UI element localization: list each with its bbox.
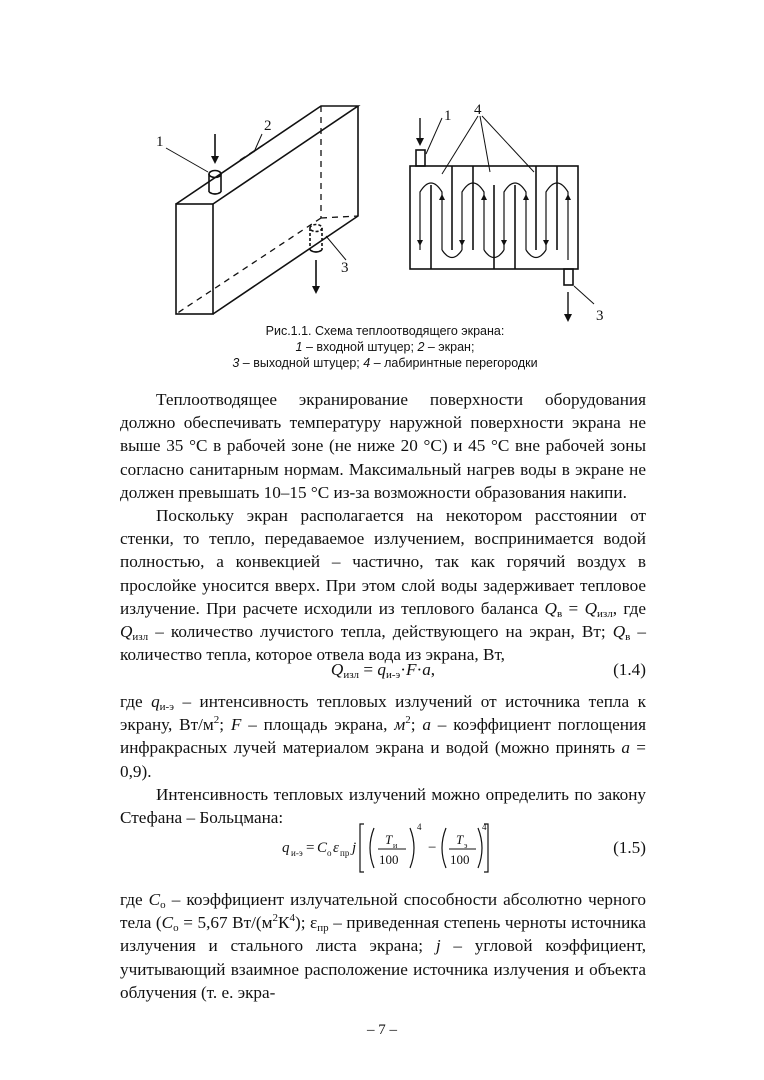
box-front-face <box>176 204 213 314</box>
paragraph-3: где $q_{и-э}$ – интенсивность тепловых излучений от источника тепла к экрану, $Вт/м^2$; F – площадь экрана, $м^2$; a – коэффициент поглощения инфракрасных лучей материалом экрана и водой (можно принять a = 0,9). <box>120 692 647 781</box>
svg-text:C: C <box>317 840 328 856</box>
svg-text:4: 4 <box>482 822 487 832</box>
formula-1-5 <box>120 818 646 878</box>
page-number: – 7 – <box>367 1022 397 1038</box>
paragraph-1: Теплоотводящее экранирование поверхности оборудования должно обеспечивать температуру наружной поверхности экрана не выше 35 °С в рабочей зоне (не ниже 20 °С) и 45 °С вне рабочей зоны согласно санитарным нормам. Максимальный нагрев воды в экране не должен превышать 10–15 °С из-за возможности образования накипи. <box>120 390 646 502</box>
svg-text:о: о <box>327 848 332 858</box>
paragraph-5: где $C_о$ – коэффициент излучательной способности абсолютно черного тела ($C_о = 5,67$ $Вт/(м^2К^4)$; $\varepsilon_{пр}$ – приведенная степень черноты источника излучения и стального листа экрана; j – угловой коэффициент, учитывающий взаимное расположение источника излучения и объекта облучения (т. е. экра- <box>120 890 646 1002</box>
box-right-face <box>213 106 358 314</box>
left-label-2: 2 <box>264 118 272 134</box>
figure-caption <box>150 323 620 371</box>
svg-text:−: − <box>428 840 437 856</box>
caption-line-2: 1 – входной штуцер; 2 – экран; <box>295 340 475 354</box>
svg-text:и: и <box>393 841 398 850</box>
figure-drawing <box>150 100 620 328</box>
formula-1-4-expression: $Q_{изл} = q_{и-э}\cdot F\cdot a$, <box>330 660 436 681</box>
formula-1-5-number: (1.5) <box>613 838 646 857</box>
figure-heat-shield-scheme <box>150 100 620 328</box>
body-text-bottom <box>120 888 646 1004</box>
svg-text:пр: пр <box>340 848 350 858</box>
svg-text:100: 100 <box>379 852 399 867</box>
caption-line-3: 3 – выходной штуцер; 4 – лабиринтные перегородки <box>232 356 538 370</box>
svg-text:100: 100 <box>450 852 470 867</box>
svg-text:j: j <box>352 840 357 856</box>
right-label-1: 1 <box>444 108 452 124</box>
svg-text:T: T <box>456 832 464 847</box>
paragraph-4: Интенсивность тепловых излучений можно определить по закону Стефана – Больцмана: <box>120 784 646 828</box>
body-text-middle <box>120 690 646 829</box>
svg-text:э: э <box>464 841 468 850</box>
labyrinth-screen <box>410 116 594 322</box>
svg-text:q: q <box>282 840 290 856</box>
formula-1-4 <box>120 660 646 686</box>
formula-1-4-number: (1.4) <box>613 660 646 679</box>
left-label-3: 3 <box>341 260 349 276</box>
svg-text:=: = <box>306 840 315 856</box>
svg-text:и-э: и-э <box>291 848 303 858</box>
left-label-1: 1 <box>156 134 164 150</box>
formula-1-5-expression <box>120 818 646 878</box>
outlet-nozzle <box>310 225 322 232</box>
right-label-3: 3 <box>596 308 604 324</box>
body-text-top <box>120 388 646 666</box>
svg-text:ε: ε <box>333 840 339 856</box>
right-label-4: 4 <box>474 102 482 118</box>
svg-text:4: 4 <box>417 822 422 832</box>
box-hidden-edges <box>176 106 358 314</box>
paragraph-2: Поскольку экран располагается на некотором расстоянии от стенки, то тепло, передаваемое излучением, воспринимается водой полностью, а конвекцией – частично, так как горячий воздух в прослойке уносится вверх. При этом слой воды задерживает тепловое излучение. При расчете исходили из теплового баланса $Q_в = Q_{изл}$, где $Q_{изл}$ – количество лучистого тепла, действующего на экран, Вт; $Q_в$ – количество тепла, которое отвела вода из экрана, Вт, <box>120 506 646 665</box>
caption-line-1: Рис.1.1. Схема теплоотводящего экрана: <box>265 324 505 338</box>
svg-text:T: T <box>385 832 393 847</box>
